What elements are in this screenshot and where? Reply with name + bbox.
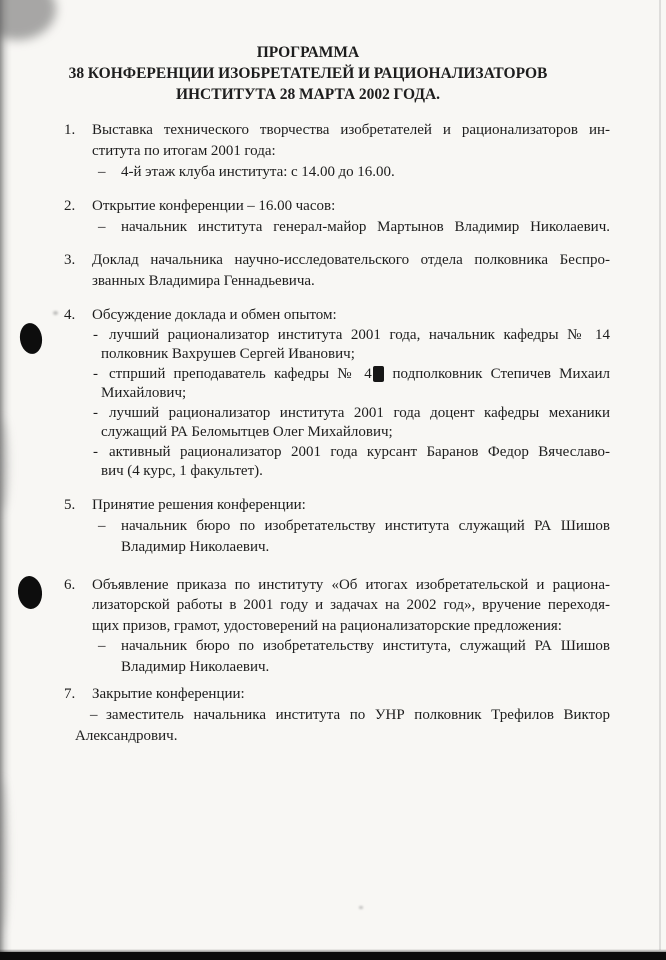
bullet-dash: – (98, 638, 106, 654)
program-item (64, 306, 610, 482)
program-item (64, 575, 610, 678)
sub-text: подполковник Степичев Михаил (384, 365, 610, 382)
sub-line (75, 726, 610, 747)
sub-text: полковник Вахрушев Сергей Иванович; (101, 346, 355, 362)
sub-line (101, 423, 610, 443)
sub-text: вич (4 курс, 1 факультет). (101, 463, 263, 479)
bullet-dash: – (98, 164, 106, 180)
item-line (64, 495, 610, 516)
item-line (64, 120, 610, 141)
sub-text: активный рационализатор 2001 года курсант Баранов Федор Вячеславо- (109, 443, 610, 460)
sub-text: Александрович. (75, 728, 178, 744)
item-line (64, 250, 610, 271)
scan-smudge (0, 0, 56, 40)
hole-punch-mark (18, 322, 44, 356)
sub-line (101, 462, 610, 482)
sub-text: лучший рационализатор института 2001 года, начальник кафедры № 14 (109, 326, 610, 343)
ink-blot: 1 (374, 365, 383, 382)
item-text: Доклад начальника научно-исследовательского отдела полковника Беспро- (92, 252, 610, 268)
program-item (64, 120, 610, 183)
bullet-dash: - (93, 365, 98, 382)
sub-line (90, 705, 610, 726)
item-text: званных Владимира Геннадьевича. (92, 273, 315, 289)
document-body (64, 42, 610, 747)
bullet-dash: - (93, 404, 98, 421)
sub-text: заместитель начальника института по УНР полковник Трефилов Виктор (106, 707, 610, 723)
sub-line (121, 657, 610, 678)
sub-text: стпрший преподаватель кафедры № 4 (109, 365, 372, 382)
item-text: Обсуждение доклада и обмен опытом: (92, 307, 337, 323)
scan-speck (53, 311, 58, 315)
item-line (64, 575, 610, 596)
item-line (64, 684, 610, 705)
sub-line (98, 636, 610, 657)
sub-text: начальник института генерал-майор Мартынов Владимир Николаевич. (121, 219, 610, 235)
bullet-dash: - (93, 443, 98, 460)
item-text: лизаторской работы в 2001 году и задачах на 2002 год», вручение переходя- (92, 597, 610, 613)
scan-edge-right (659, 0, 661, 950)
item-text: щих призов, грамот, удостоверений на рационализаторские предложения: (92, 617, 562, 634)
sub-text: Владимир Николаевич. (121, 658, 270, 675)
item-line (92, 595, 610, 616)
bullet-dash: - (93, 326, 98, 343)
bullet-dash: – (98, 219, 106, 235)
item-line (64, 196, 610, 217)
sub-text: лучший рационализатор института 2001 года доцент кафедры механики (109, 404, 610, 421)
program-item (64, 250, 610, 292)
sub-line (93, 365, 610, 385)
sub-line (121, 537, 610, 558)
item-number: 2. (64, 198, 76, 214)
item-number: 7. (64, 686, 76, 702)
program-item (64, 495, 610, 558)
title-line: ИНСТИТУТА 28 МАРТА 2002 ГОДА. (175, 86, 441, 103)
item-number: 6. (64, 576, 76, 593)
item-line (92, 141, 610, 162)
sub-line (98, 162, 610, 183)
item-text: ститута по итогам 2001 года: (92, 143, 276, 159)
item-text: Объявление приказа по институту «Об итогах изобретательской и рациона- (92, 576, 610, 593)
item-number: 3. (64, 252, 76, 268)
scan-edge-bottom (0, 952, 666, 960)
sub-line (93, 326, 610, 346)
sub-text: Михайлович; (101, 385, 187, 401)
item-number: 5. (64, 496, 76, 513)
program-item (64, 196, 610, 238)
sub-text: 4-й этаж клуба института: с 14.00 до 16.00. (121, 164, 395, 180)
sub-text: начальник бюро по изобретательству института служащий РА Шишов (121, 517, 610, 534)
scan-speck (359, 906, 363, 909)
item-text: Принятие решения конференции: (92, 496, 306, 513)
item-line (92, 271, 610, 292)
item-text: Выставка технического творчества изобретателей и рационализаторов ин- (92, 122, 610, 138)
sub-line (98, 516, 610, 537)
title-line: ПРОГРАММА (256, 44, 360, 61)
program-item (64, 684, 610, 747)
bullet-dash: – (90, 707, 98, 723)
sub-line (93, 443, 610, 463)
hole-punch-mark (16, 575, 43, 610)
item-number: 1. (64, 122, 76, 138)
sub-line (101, 384, 610, 404)
bullet-dash: – (98, 517, 106, 534)
sub-line (93, 404, 610, 424)
sub-text: Владимир Николаевич. (121, 538, 270, 555)
item-line (64, 306, 610, 326)
item-number: 4. (64, 307, 76, 323)
sub-line (101, 345, 610, 365)
document-title (49, 42, 567, 105)
item-text: Закрытие конференции: (92, 686, 245, 702)
sub-text: начальник бюро по изобретательству института, служащий РА Шишов (121, 638, 610, 654)
item-line (92, 616, 610, 637)
title-line: 38 КОНФЕРЕНЦИИ ИЗОБРЕТАТЕЛЕЙ И РАЦИОНАЛИЗАТОРОВ (68, 65, 548, 82)
sub-line (98, 217, 610, 238)
item-text: Открытие конференции – 16.00 часов: (92, 198, 336, 214)
sub-text: служащий РА Беломытцев Олег Михайлович; (101, 424, 393, 440)
